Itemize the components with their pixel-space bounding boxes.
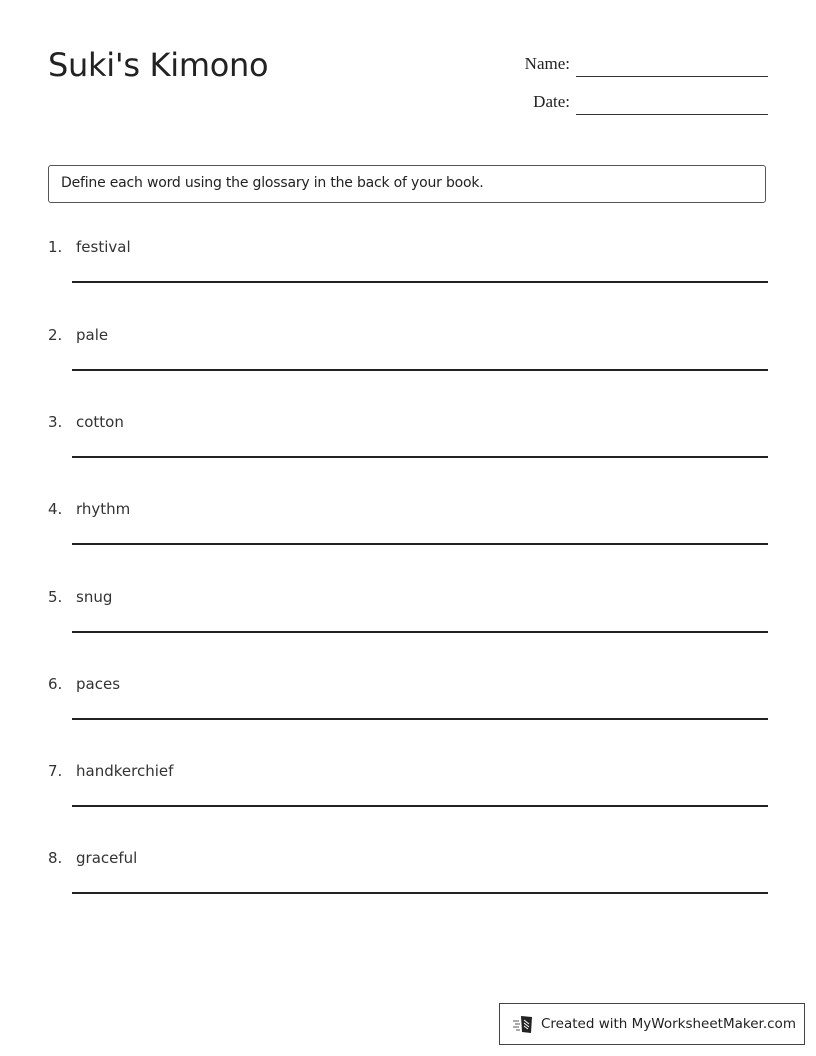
item-word: rhythm — [76, 500, 131, 518]
answer-line[interactable] — [72, 456, 768, 458]
footer-credit[interactable] — [499, 1003, 805, 1045]
item-word: cotton — [76, 413, 124, 431]
date-label: Date: — [533, 92, 570, 111]
date-field-line[interactable] — [576, 114, 768, 115]
item-number: 5. — [48, 588, 63, 606]
item-number: 1. — [48, 238, 63, 256]
item-word: handkerchief — [76, 762, 174, 780]
item-word: snug — [76, 588, 113, 606]
vocab-item — [48, 849, 768, 909]
item-number: 2. — [48, 326, 63, 344]
vocab-item — [48, 675, 768, 735]
item-word: pale — [76, 326, 109, 344]
answer-line[interactable] — [72, 543, 768, 545]
name-field-line[interactable] — [576, 76, 768, 77]
item-number: 6. — [48, 675, 63, 693]
answer-line[interactable] — [72, 718, 768, 720]
vocab-item — [48, 588, 768, 648]
worksheet-title: Suki's Kimono — [48, 46, 269, 84]
answer-line[interactable] — [72, 805, 768, 807]
answer-line[interactable] — [72, 281, 768, 283]
vocab-item — [48, 326, 768, 386]
answer-line[interactable] — [72, 631, 768, 633]
name-label: Name: — [524, 54, 570, 73]
answer-line[interactable] — [72, 369, 768, 371]
item-word: festival — [76, 238, 131, 256]
item-word: graceful — [76, 849, 138, 867]
vocab-item — [48, 500, 768, 560]
vocab-item — [48, 238, 768, 298]
item-number: 3. — [48, 413, 63, 431]
item-number: 7. — [48, 762, 63, 780]
worksheet-maker-logo-icon — [512, 1014, 536, 1034]
instructions-box: Define each word using the glossary in the back of your book. — [48, 165, 766, 203]
item-word: paces — [76, 675, 121, 693]
footer-text: Created with MyWorksheetMaker.com — [541, 1016, 796, 1032]
vocab-item — [48, 762, 768, 822]
item-number: 8. — [48, 849, 63, 867]
vocab-item — [48, 413, 768, 473]
answer-line[interactable] — [72, 892, 768, 894]
item-number: 4. — [48, 500, 63, 518]
